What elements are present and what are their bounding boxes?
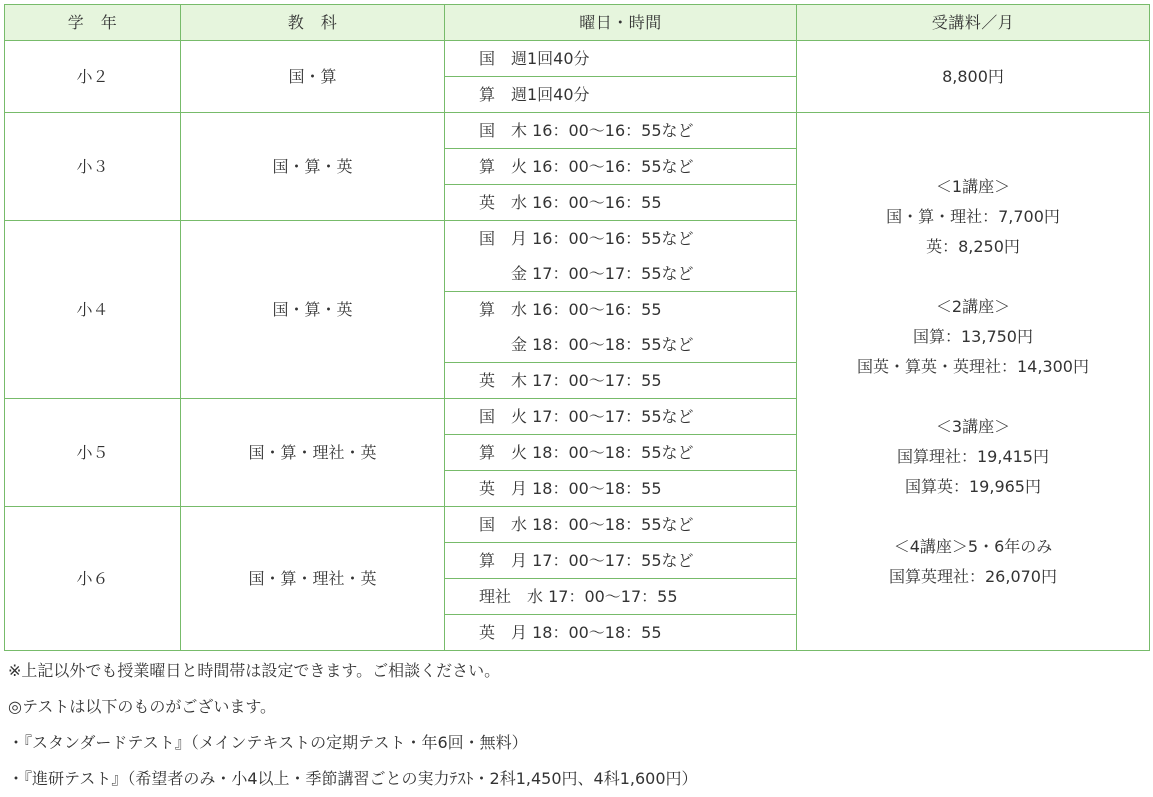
header-schedule: 曜日・時間: [445, 5, 797, 41]
table-row: [5, 113, 1150, 149]
subject-cell: 国・算・理社・英: [181, 507, 445, 651]
time-cell: 英 月 18：00～18：55: [445, 471, 797, 507]
schedule-table: [4, 4, 1150, 651]
fee-item: 国・算・理社：7,700円: [886, 206, 1060, 226]
time-cell: 金 17：00～17：55など: [445, 256, 797, 292]
notes: [4, 653, 1149, 797]
page: [4, 4, 1149, 797]
fee-item: 国算理社：19,415円: [897, 446, 1049, 466]
time-cell: 算 火 16：00～16：55など: [445, 149, 797, 185]
fee-cell: 8,800円: [797, 41, 1150, 113]
fee-list-cell: [797, 113, 1150, 651]
fee-heading-3: ＜3講座＞: [935, 416, 1011, 436]
time-cell: 国 木 16：00～16：55など: [445, 113, 797, 149]
subject-cell: 国・算・理社・英: [181, 399, 445, 507]
time-cell: 金 18：00～18：55など: [445, 327, 797, 363]
time-cell: 国 火 17：00～17：55など: [445, 399, 797, 435]
fee-item: 国算：13,750円: [913, 326, 1033, 346]
time-cell: 理社 水 17：00～17：55: [445, 579, 797, 615]
fee-heading-4: ＜4講座＞5・6年のみ: [893, 536, 1053, 556]
time-cell: 国 水 18：00～18：55など: [445, 507, 797, 543]
fee-item: 国英・算英・英理社：14,300円: [857, 356, 1089, 376]
time-cell: 国 週1回40分: [445, 41, 797, 77]
subject-cell: 国・算・英: [181, 113, 445, 221]
fee-heading-1: ＜1講座＞: [935, 176, 1011, 196]
fee-heading-2: ＜2講座＞: [935, 296, 1011, 316]
subject-cell: 国・算: [181, 41, 445, 113]
time-cell: 算 水 16：00～16：55: [445, 292, 797, 328]
grade-cell: 小２: [5, 41, 181, 113]
table-row: [5, 41, 1150, 77]
note-custom-schedule: ※上記以外でも授業曜日と時間帯は設定できます。ご相談ください。: [8, 661, 501, 680]
time-cell: 英 月 18：00～18：55: [445, 615, 797, 651]
grade-cell: 小５: [5, 399, 181, 507]
time-cell: 英 水 16：00～16：55: [445, 185, 797, 221]
fee-item: 国算英理社：26,070円: [889, 566, 1057, 586]
time-cell: 算 火 18：00～18：55など: [445, 435, 797, 471]
note-shinken-test: ・『進研テスト』（希望者のみ・小4以上・季節講習ごとの実力ﾃｽﾄ・2科1,450円、4科1,600円）: [8, 769, 698, 788]
header-grade: 学 年: [5, 5, 181, 41]
time-cell: 算 週1回40分: [445, 77, 797, 113]
fee-list: [797, 172, 1149, 592]
time-cell: 英 木 17：00～17：55: [445, 363, 797, 399]
grade-cell: 小６: [5, 507, 181, 651]
note-standard-test: ・『スタンダードテスト』（メインテキストの定期テスト・年6回・無料）: [8, 733, 528, 752]
header-fee: 受講料／月: [797, 5, 1150, 41]
time-cell: 算 月 17：00～17：55など: [445, 543, 797, 579]
grade-cell: 小４: [5, 221, 181, 399]
time-cell: 国 月 16：00～16：55など: [445, 221, 797, 257]
header-row: [5, 5, 1150, 41]
header-subject: 教 科: [181, 5, 445, 41]
grade-cell: 小３: [5, 113, 181, 221]
fee-item: 国算英：19,965円: [905, 476, 1041, 496]
note-tests-intro: ◎テストは以下のものがございます。: [8, 697, 277, 716]
fee-item: 英：8,250円: [926, 236, 1020, 256]
subject-cell: 国・算・英: [181, 221, 445, 399]
